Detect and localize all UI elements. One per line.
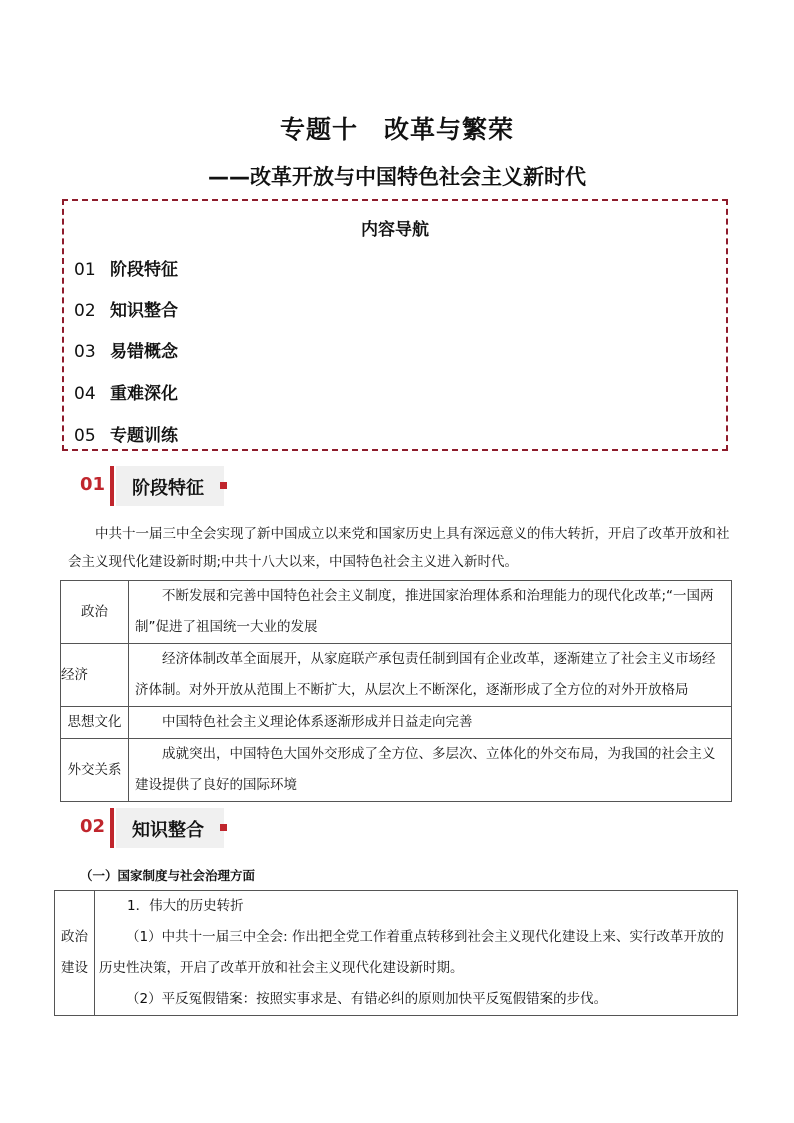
section-label: 阶段特征 [132,478,204,499]
row-header: 经济 [61,644,129,707]
nav-item[interactable] [74,421,178,446]
nav-item-number: 04 [74,384,96,404]
knowledge-table [54,890,738,1016]
section-accent-bar [110,808,114,848]
nav-item-number: 05 [74,426,96,446]
subsection-title: （一）国家制度与社会治理方面 [80,868,256,883]
square-bullet-icon [220,482,227,489]
nav-item-number: 01 [74,260,96,280]
row-header: 政治 [61,581,129,644]
nav-item[interactable] [74,296,178,321]
nav-item-label: 重难深化 [110,384,178,404]
knowledge-line: （2）平反冤假错案：按照实事求是、有错必纠的原则加快平反冤假错案的步伐。 [126,991,608,1007]
page-subtitle: ——改革开放与中国特色社会主义新时代 [208,165,586,189]
section-accent-bar [110,466,114,506]
row-header: 外交关系 [61,739,129,802]
section-number: 01 [80,474,106,495]
section-header-knowledge-integration [74,808,244,848]
nav-item-label: 知识整合 [110,301,178,321]
knowledge-line: 1．伟大的历史转折 [127,898,244,914]
nav-item-number: 03 [74,342,96,362]
nav-item[interactable] [74,379,178,404]
row-header: 政治建设 [55,891,95,1016]
section-label: 知识整合 [132,820,204,841]
table-row [61,581,732,644]
row-content: 经济体制改革全面展开，从家庭联产承包责任制到国有企业改革，逐渐建立了社会主义市场经济体制。对外开放从范围上不断扩大，从层次上不断深化，逐渐形成了全方位的对外开放格局 [129,644,732,707]
table-row [55,891,738,1016]
nav-item[interactable] [74,337,178,362]
nav-item[interactable] [74,255,178,280]
knowledge-line: （1）中共十一届三中全会: 作出把全党工作着重点转移到社会主义现代化建设上来、实行改革开放的历史性决策，开启了改革开放和社会主义现代化建设新时期。 [99,929,724,976]
section-header-stage-features [74,466,244,506]
nav-item-label: 专题训练 [110,426,178,446]
intro-paragraph: 中共十一届三中全会实现了新中国成立以来党和国家历史上具有深远意义的伟大转折，开启了改革开放和社会主义现代化建设新时期;中共十八大以来，中国特色社会主义进入新时代。 [68,526,730,570]
row-header: 思想文化 [61,707,129,739]
row-content: 成就突出，中国特色大国外交形成了全方位、多层次、立体化的外交布局，为我国的社会主义建设提供了良好的国际环境 [129,739,732,802]
row-content: 不断发展和完善中国特色社会主义制度，推进国家治理体系和治理能力的现代化改革;“一国两制”促进了祖国统一大业的发展 [129,581,732,644]
nav-heading: 内容导航 [361,220,429,240]
nav-item-number: 02 [74,301,96,321]
table-row [61,644,732,707]
nav-item-label: 易错概念 [110,342,178,362]
row-content [95,891,738,1016]
page-title: 专题十 改革与繁荣 [279,115,514,144]
row-content: 中国特色社会主义理论体系逐渐形成并日益走向完善 [129,707,732,739]
section-number: 02 [80,816,106,837]
table-row [61,707,732,739]
content-navigation-box [62,199,728,451]
stage-features-table [60,580,732,802]
table-row [61,739,732,802]
nav-item-label: 阶段特征 [110,260,178,280]
square-bullet-icon [220,824,227,831]
